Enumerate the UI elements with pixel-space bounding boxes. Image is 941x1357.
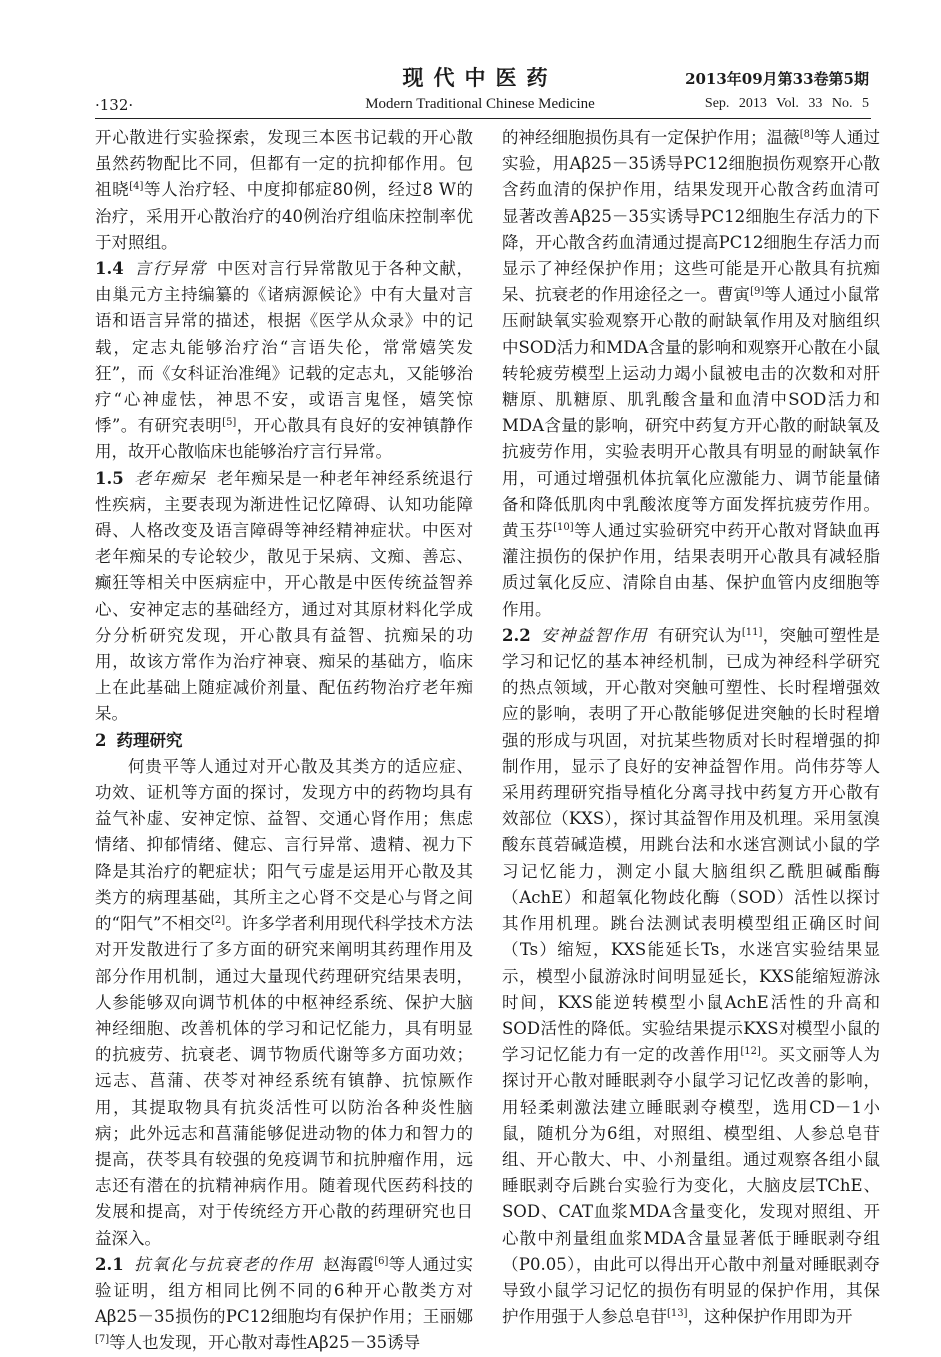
section-title: 安神益智作用 — [540, 625, 648, 645]
paragraph: 的神经细胞损伤具有一定保护作用；温薇[8]等人通过实验，用Aβ25－35诱导PC12细胞损伤观察开心散含药血清的保护作用，结果发现开心散含药血清可显著改善Aβ25－35实诱导PC12细胞生存活力的下降，开心散含药血清通过提高PC12细胞生存活力而显示了神经保护作用；这些可能是开心散具有抗痴呆、抗衰老的作用途径之一。曹寅[9]等人通过小鼠常压耐缺氧实验观察开心散的耐缺氧作用及对脑组织中SOD活力和MDA含量的影响和观察开心散在小鼠转轮疲劳模型上运动力竭小鼠被电击的次数和对肝糖原、肌糖原、肌乳酸含量和血清中SOD活力和MDA含量的影响，研究中药复方开心散的耐缺氧及抗疲劳作用，实验表明开心散具有明显的耐缺氧作用，可通过增强机体抗氧化应激能力、调节能量储备和降低肌肉中乳酸浓度等方面发挥抗疲劳作用。黄玉芬[10]等人通过实验研究中药开心散对肾缺血再灌注损伤的保护作用，结果表明开心散具有减轻脂质过氧化反应、清除自由基、保护血管内皮细胞等作用。 — [502, 128, 881, 619]
section-number: 1.4 — [95, 259, 124, 279]
section-number: 2.1 — [95, 1254, 124, 1274]
citation: [10] — [553, 522, 574, 534]
section-title: 抗氧化与抗衰老的作用 — [133, 1254, 314, 1274]
left-column — [95, 125, 474, 1353]
citation: [13] — [667, 1308, 688, 1320]
citation: [2] — [211, 915, 226, 927]
citation: [7] — [95, 1334, 110, 1346]
citation: [9] — [750, 286, 765, 298]
section-number: 1.5 — [95, 468, 124, 488]
paragraph: 何贵平等人通过对开心散及其类方的适应症、功效、证机等方面的探讨，发现方中的药物均具有益气补虚、安神定惊、益智、交通心肾作用；焦虑情绪、抑郁情绪、健忘、言行异常、遗精、视力下降是其治疗的靶症状；阳气亏虚是运用开心散及其类方的病理基础，其所主之心肾不交是心与肾之间的“阳气”不相交[2]。许多学者利用现代科学技术方法对开发散进行了多方面的研究来阐明其药理作用及部分作用机制，通过大量现代药理研究结果表明，人参能够双向调节机体的中枢神经系统、保护大脑神经细胞、改善机体的学习和记忆能力，具有明显的抗疲劳、抗衰老、调节物质代谢等多方面功效；远志、菖蒲、茯苓对神经系统有镇静、抗惊厥作用，其提取物具有抗炎活性可以防治各种炎性脑病；此外远志和菖蒲能够促进动物的体力和智力的提高，茯苓具有较强的免疫调节和抗肿瘤作用，远志还有潜在的抗精神病作用。随着现代医药科技的发展和提高，对于传统经方开心散的药理研究也日益深入。 — [95, 756, 473, 1248]
issue-date: Sep. 2013 — [704, 96, 767, 111]
citation: [8] — [799, 129, 814, 140]
citation: [12] — [740, 1046, 761, 1058]
issue-volume: Vol. 33 — [776, 96, 823, 111]
citation: [11] — [741, 626, 763, 638]
journal-title: 现代中医药 — [402, 65, 558, 90]
section-title: 言行异常 — [133, 259, 207, 279]
citation: [4] — [129, 181, 144, 193]
section-2-2: 2.2 安神益智作用 有研究认为[11]，突触可塑性是学习和记忆的基本神经机制，已成为神经科学研究的热点领域，开心散对突触可塑性、长时程增强效应的影响，表明了开心散能够促进突触的长时程增强的形成与巩固，对抗某些物质对长时程增强的抑制作用，显示了良好的安神益智作用。尚伟芬等人采用药理研究指导植化分离寻找中药复方开心散有效部位（KXS），探讨其益智作用及机理。采用氢溴酸东莨菪碱造模，用跳台法和水迷宫测试小鼠的学习记忆能力，测定小鼠大脑组织乙酰胆碱酯酶（AchE）和超氧化物歧化酶（SOD）活性以探讨其作用机理。跳台法测试表明模型组正确区时间（Ts）缩短，KXS能延长Ts，水迷宫实验结果显示，模型小鼠游泳时间明显延长，KXS能缩短游泳时间，KXS能逆转模型小鼠AchE活性的升高和SOD活性的降低。实验结果提示KXS对模型小鼠的学习记忆能力有一定的改善作用[12]。买文丽等人为探讨开心散对睡眠剥夺小鼠学习记忆改善的影响，用轻柔刺激法建立睡眠剥夺模型，选用CD－1小鼠，随机分为6组，对照组、模型组、人参总皂苷组、开心散大、中、小剂量组。通过观察各组小鼠睡眠剥夺后跳台实验行为变化，大脑皮层TChE、SOD、CAT血浆MDA含量变化，发现对照组、开心散中剂量组血浆MDA含量显著低于睡眠剥夺组（P0.05），由此可以得出开心散中剂量对睡眠剥夺导致小鼠学习记忆的损伤有明显的保护作用，其保护作用强于人参总皂苷[13]，这种保护作用即为开 — [502, 625, 881, 1327]
section-1-4: 1.4 言行异常 中医对言行异常散见于各种文献，由巢元方主持编纂的《诸病源候论》中有大量对言语和语言异常的描述，根据《医学从众录》中的记载，定志丸能够治疗治“言语失伦，常常嬉笑发狂”，而《女科证治准绳》记载的定志丸，又能够治疗“心神虚怯，神思不安，或语言鬼怪，嬉笑惊悸”。有研究表明[5]，开心散具有良好的安神镇静作用，故开心散临床也能够治疗言行异常。 — [95, 259, 474, 462]
paragraph: 开心散进行实验探索，发现三本医书记载的开心散虽然药物配比不同，但都有一定的抗抑郁作用。包祖晓[4]等人治疗轻、中度抑郁症80例，经过8 W的治疗，采用开心散治疗的40例治疗组临床控制率优于对照组。 — [95, 128, 473, 252]
citation: [5] — [222, 417, 237, 429]
page-number: ·132· — [95, 96, 134, 114]
journal-english-title: Modern Traditional Chinese Medicine — [365, 96, 595, 112]
issue-number: No. 5 — [831, 96, 869, 111]
header-rule — [95, 118, 871, 119]
issue-meta — [705, 96, 869, 112]
section-2-1: 2.1 抗氧化与抗衰老的作用 赵海霞[6]等人通过实验证明，组方相同比例不同的6种开心散类方对Aβ25－35损伤的PC12细胞均有保护作用；王丽娜[7]等人也发现，开心散对毒性Aβ25－35诱导 — [95, 1254, 474, 1353]
section-1-5: 1.5 老年痴呆 老年痴呆是一种老年神经系统退行性疾病，主要表现为渐进性记忆障碍、认知功能障碍、人格改变及语言障碍等神经精神症状。中医对老年痴呆的专论较少，散见于呆病、文痴、善忘、癫狂等相关中医病症中，开心散是中医传统益智养心、安神定志的基础经方，通过对其原材料化学成分分析研究发现，开心散具有益智、抗痴呆的功用，故该方常作为治疗神衰、痴呆的基础方，临床上在此基础上随症减价剂量、配伍药物治疗老年痴呆。 — [95, 468, 474, 724]
issue-info: 2013年09月第33卷第5期 — [685, 70, 869, 88]
section-number: 2.2 — [502, 625, 531, 645]
section-2-heading: 2 药理研究 — [95, 730, 183, 750]
citation: [6] — [374, 1255, 389, 1267]
section-title: 老年痴呆 — [133, 468, 207, 488]
right-column — [502, 125, 880, 1325]
